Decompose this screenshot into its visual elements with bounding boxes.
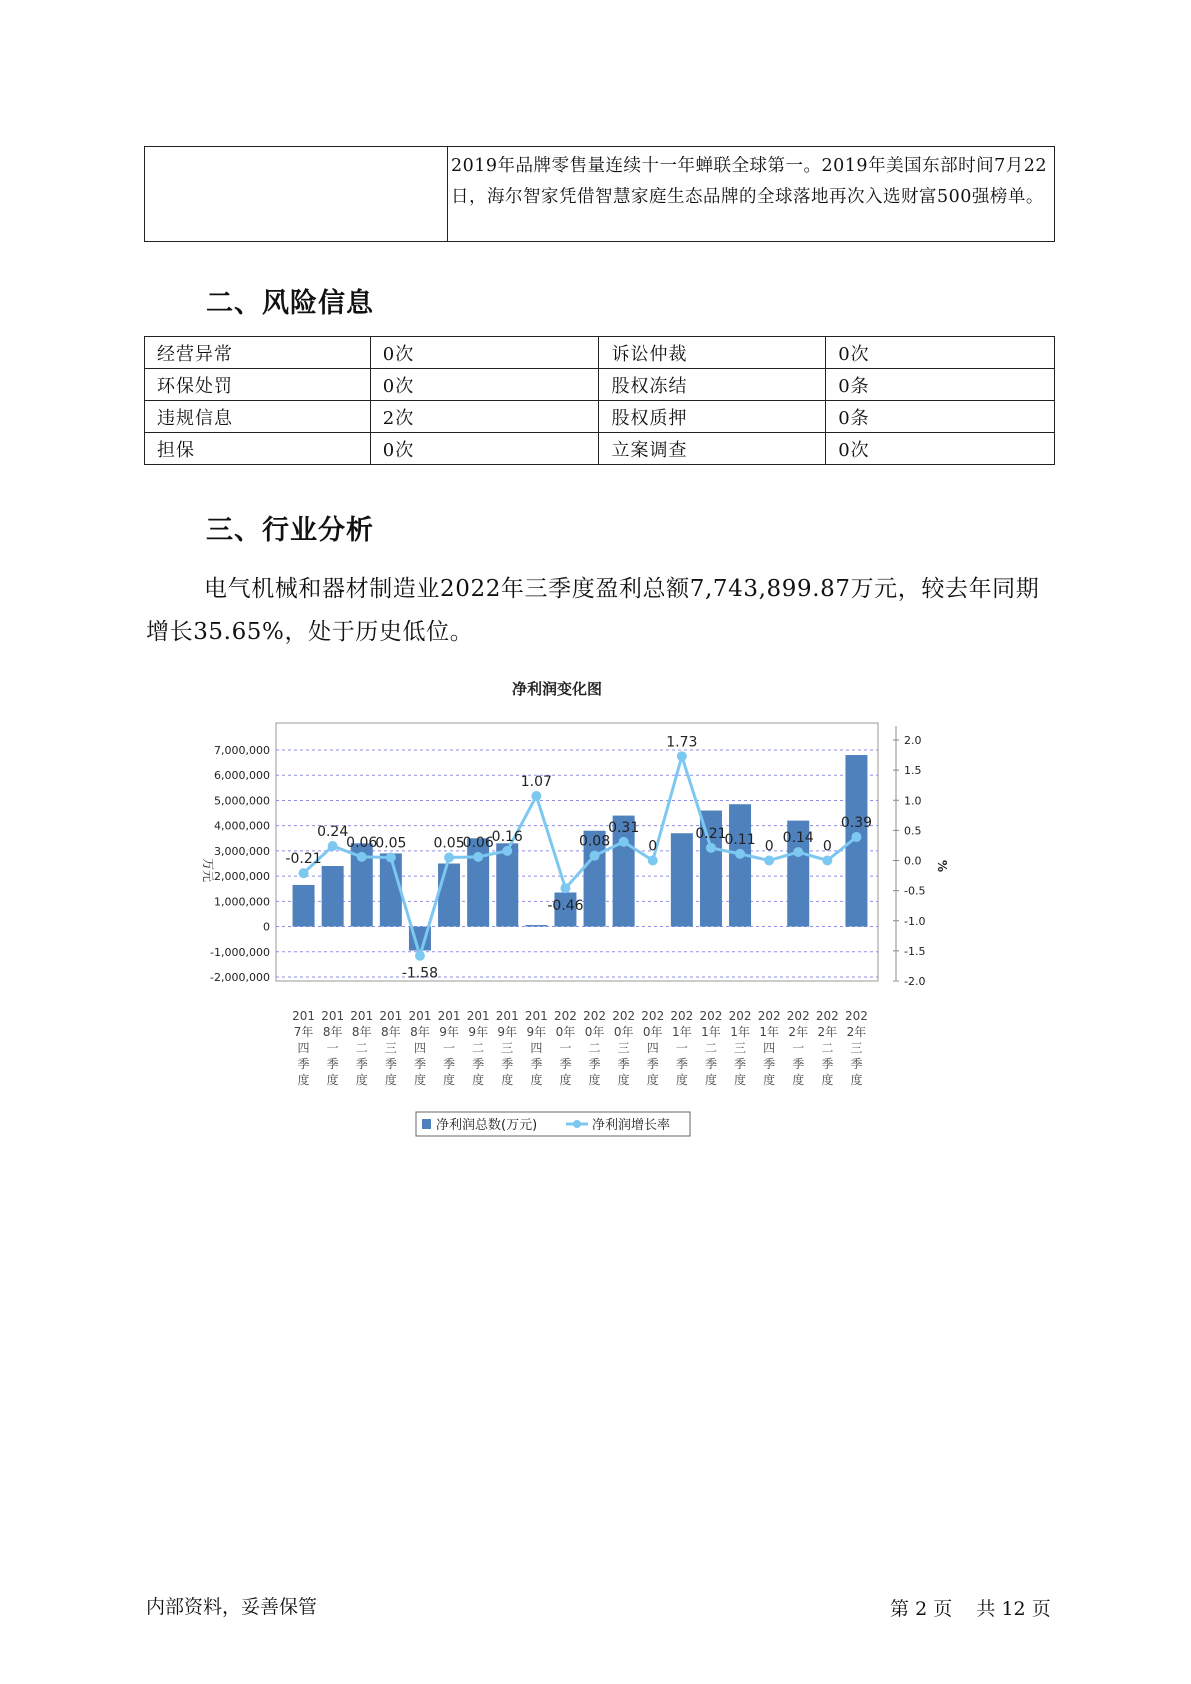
risk-row <box>145 401 1055 433</box>
x-tick-label: 202 1年四季度 <box>757 1009 781 1087</box>
legend-line-marker <box>573 1120 581 1128</box>
risk-label: 股权质押 <box>599 401 826 433</box>
bar <box>671 833 693 926</box>
line-point <box>735 849 745 859</box>
bar <box>729 804 751 926</box>
x-tick-label: 202 2年三季度 <box>844 1009 868 1087</box>
x-tick-label: 202 2年二季度 <box>815 1009 839 1087</box>
y2-tick-label: 0.0 <box>904 854 922 868</box>
line-point <box>706 843 716 853</box>
y-tick-label: 7,000,000 <box>214 744 270 757</box>
data-label: 0 <box>764 838 774 855</box>
risk-value: 0次 <box>370 433 599 465</box>
data-label: 0.05 <box>375 835 407 852</box>
data-label: 0.39 <box>840 815 873 832</box>
y2-tick-label: 2.0 <box>904 734 922 747</box>
risk-table <box>144 336 1055 465</box>
line-point <box>677 751 687 761</box>
risk-label: 立案调查 <box>599 433 826 465</box>
bar <box>467 838 489 926</box>
page-number: 2 <box>915 1598 928 1620</box>
line-point <box>560 883 570 893</box>
line-point <box>502 846 512 856</box>
y2-tick-label: -1.0 <box>904 914 926 928</box>
chart-title: 净利润变化图 <box>511 680 603 698</box>
data-label: 1.07 <box>520 774 552 791</box>
total-label: 共 <box>976 1598 996 1620</box>
risk-value: 0次 <box>370 337 599 369</box>
x-tick-label: 202 1年三季度 <box>728 1009 752 1087</box>
x-tick-label: 201 8年一季度 <box>321 1009 345 1087</box>
data-label: 0.11 <box>724 831 756 848</box>
section-title-industry: 三、行业分析 <box>206 515 374 546</box>
data-label: 0.24 <box>317 824 349 841</box>
bar <box>525 925 547 927</box>
x-tick-label: 202 2年一季度 <box>786 1009 810 1087</box>
line-point <box>357 852 367 862</box>
line-point <box>415 951 425 961</box>
risk-value: 0条 <box>826 369 1055 401</box>
data-label: -0.21 <box>285 851 322 868</box>
data-label: -1.58 <box>401 965 439 982</box>
footer-confidential: 内部资料，妥善保管 <box>146 1596 318 1618</box>
y2-tick-label: -0.5 <box>904 884 926 898</box>
data-label: 0.21 <box>695 825 727 842</box>
x-tick-label: 201 9年一季度 <box>437 1009 461 1087</box>
risk-value: 0次 <box>826 433 1055 465</box>
page-unit: 页 <box>933 1598 953 1620</box>
x-tick-label: 201 9年三季度 <box>495 1009 519 1087</box>
line-point <box>619 837 629 847</box>
risk-value: 0条 <box>826 401 1055 433</box>
y2-tick-label: 1.0 <box>904 794 922 808</box>
total-pages: 12 <box>1001 1598 1026 1620</box>
y2-tick-label: -2.0 <box>904 975 926 988</box>
bar <box>438 864 460 927</box>
x-tick-label: 201 9年二季度 <box>466 1009 490 1087</box>
risk-label: 经营异常 <box>145 337 371 369</box>
x-tick-label: 201 7年四季度 <box>292 1009 316 1087</box>
bar <box>293 885 315 927</box>
y-tick-label: 6,000,000 <box>214 769 270 783</box>
intro-text: 2019年品牌零售量连续十一年蝉联全球第一。2019年美国东部时间7月22日，海尔智家凭借智慧家庭生态品牌的全球落地再次入选财富500强榜单。 <box>451 156 1047 207</box>
x-tick-label: 202 0年二季度 <box>583 1009 607 1087</box>
legend-line-label: 净利润增长率 <box>592 1118 671 1133</box>
x-tick-label: 202 0年一季度 <box>553 1009 577 1087</box>
bar <box>380 853 402 926</box>
risk-value: 0次 <box>826 337 1055 369</box>
risk-label: 担保 <box>145 433 371 465</box>
x-tick-label: 202 0年四季度 <box>641 1009 665 1087</box>
x-tick-label: 201 8年二季度 <box>350 1009 374 1087</box>
line-point <box>531 791 541 801</box>
x-tick-label: 201 9年四季度 <box>524 1009 548 1087</box>
risk-value: 0次 <box>370 369 599 401</box>
line-point <box>386 852 396 862</box>
industry-paragraph: 电气机械和器材制造业2022年三季度盈利总额7,743,899.87万元，较去年同期增长35.65%，处于历史低位。 <box>146 576 1040 645</box>
data-label: 0.08 <box>578 833 611 850</box>
y2-tick-label: 0.5 <box>904 824 922 838</box>
data-label: 0.05 <box>433 835 465 852</box>
x-tick-label: 202 1年二季度 <box>699 1009 723 1087</box>
risk-row <box>145 337 1055 369</box>
data-label: 0.14 <box>782 830 814 847</box>
risk-label: 环保处罚 <box>145 369 371 401</box>
line-point <box>328 841 338 851</box>
risk-label: 股权冻结 <box>599 369 826 401</box>
x-tick-label: 202 1年一季度 <box>670 1009 694 1087</box>
line-point <box>473 852 483 862</box>
risk-value: 2次 <box>370 401 599 433</box>
y2-tick-label: -1.5 <box>904 944 926 958</box>
total-unit: 页 <box>1031 1598 1051 1620</box>
section-title-risk: 二、风险信息 <box>206 288 374 319</box>
line-point <box>851 832 861 842</box>
line-point <box>764 856 774 866</box>
y-tick-label: 0 <box>263 920 270 934</box>
net-profit-chart <box>190 680 1000 1140</box>
x-tick-label: 202 0年三季度 <box>612 1009 636 1087</box>
y2-axis-label: % <box>935 860 949 873</box>
data-label: 0 <box>648 838 658 855</box>
data-label: -0.46 <box>547 898 584 915</box>
page-label: 第 <box>890 1598 910 1620</box>
risk-label: 诉讼仲裁 <box>599 337 826 369</box>
line-point <box>590 851 600 861</box>
data-label: 0.06 <box>346 834 378 851</box>
legend-bar-label: 净利润总数(万元) <box>436 1118 538 1133</box>
data-label: 0.31 <box>608 819 640 836</box>
y-tick-label: 1,000,000 <box>214 895 270 909</box>
line-point <box>648 856 658 866</box>
y-tick-label: -2,000,000 <box>210 971 270 984</box>
legend-bar-swatch <box>422 1119 431 1129</box>
table-divider <box>447 147 448 241</box>
data-label: 0 <box>822 838 832 855</box>
y-tick-label: 5,000,000 <box>214 794 270 808</box>
y-tick-label: 3,000,000 <box>214 844 270 858</box>
line-point <box>822 856 832 866</box>
y-tick-label: 2,000,000 <box>214 870 270 884</box>
line-point <box>793 847 803 857</box>
y-tick-label: 4,000,000 <box>214 819 270 833</box>
risk-label: 违规信息 <box>145 401 371 433</box>
risk-row <box>145 369 1055 401</box>
line-point <box>444 852 454 862</box>
line-point <box>299 868 309 878</box>
data-label: 1.73 <box>666 734 698 751</box>
risk-row <box>145 433 1055 465</box>
data-label: 0.16 <box>491 828 523 845</box>
y-axis-label: 万元 <box>201 858 215 883</box>
intro-table <box>144 146 1055 242</box>
y-tick-label: -1,000,000 <box>210 945 270 959</box>
x-tick-label: 201 8年三季度 <box>379 1009 403 1087</box>
x-tick-label: 201 8年四季度 <box>408 1009 432 1087</box>
footer-page-number <box>890 1594 1051 1621</box>
y2-tick-label: 1.5 <box>904 764 922 778</box>
data-label: 0.06 <box>462 834 494 851</box>
bar <box>322 866 344 927</box>
